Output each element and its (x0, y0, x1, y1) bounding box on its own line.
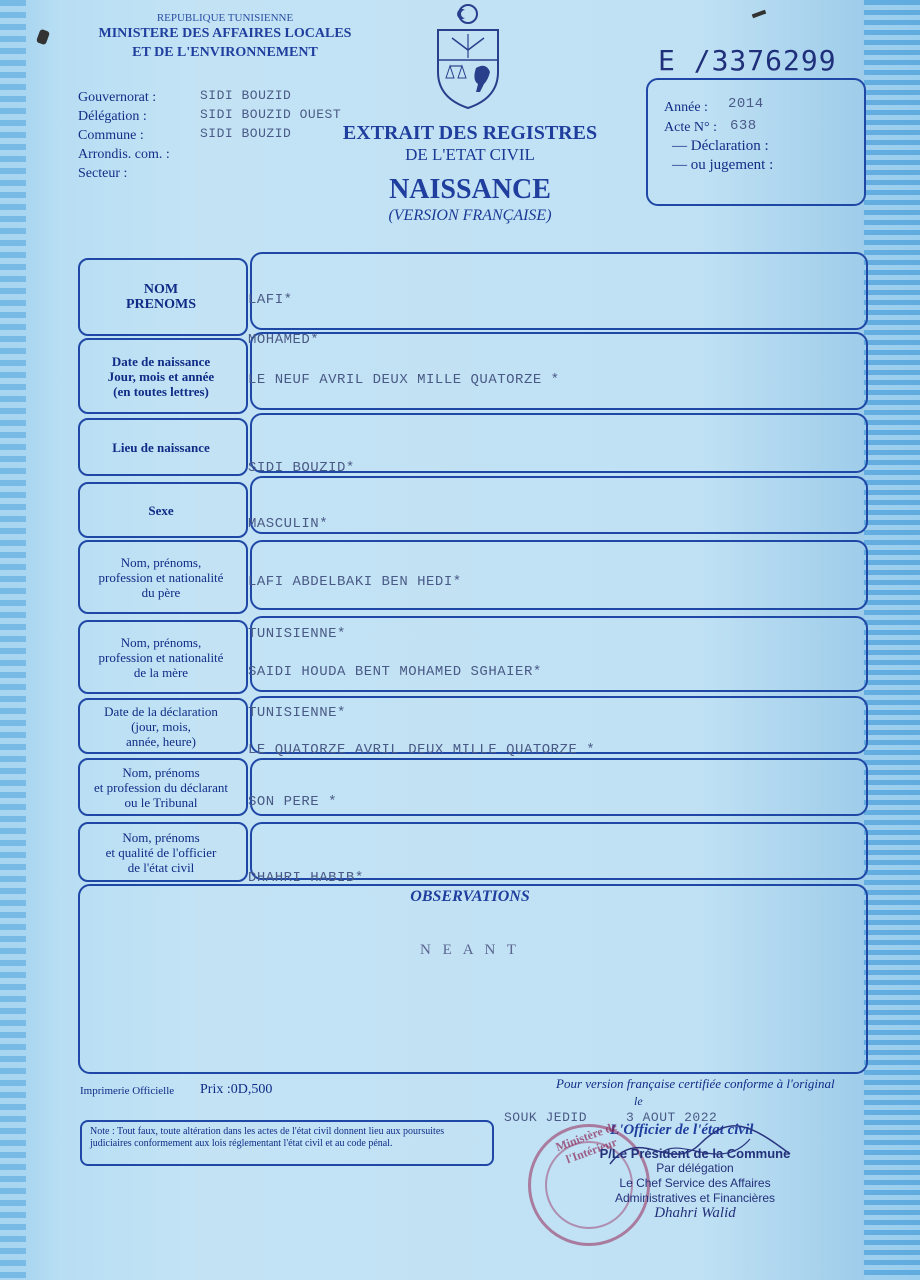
observations-title: OBSERVATIONS (410, 888, 530, 905)
date-naissance-label: Date de naissance Jour, mois et année (en toutes lettres) (107, 353, 215, 399)
officier-value: DHAHRI HABIB* (248, 870, 364, 886)
pere-label: Nom, prénoms, profession et nationalité du père (98, 554, 224, 600)
officier-label: Nom, prénoms et qualité de l'officier de l'état civil (105, 829, 217, 875)
serial-number: E /3376299 (658, 44, 837, 77)
declarant-value: SON PERE * (248, 794, 338, 810)
declaration-date-value: LE QUATORZE AVRIL DEUX MILLE QUATORZE * (248, 742, 596, 758)
annee-label: Année : (664, 100, 708, 115)
delegation-label: Délégation : (78, 109, 147, 124)
observations-box (78, 884, 868, 1074)
arrondissement-label: Arrondis. com. : (78, 147, 170, 162)
secteur-label: Secteur : (78, 166, 128, 181)
lieu-naissance-label: Lieu de naissance (112, 439, 210, 455)
location-labels (78, 88, 170, 183)
coat-of-arms-icon (432, 2, 504, 112)
stamp-line-4: Administratives et Financières (614, 1191, 776, 1205)
pere-nationalite-value: TUNISIENNE* (248, 626, 346, 642)
legal-note: Note : Tout faux, toute altération dans les actes de l'état civil donnent lieu aux poursuites judiciaires conformement aux lois réglementant l'état civil et au code pénal. (80, 1120, 494, 1166)
prenom-value: MOHAMED* (248, 332, 320, 348)
mere-value: SAIDI HOUDA BENT MOHAMED SGHAIER* (248, 664, 542, 680)
ministere-line1: MINISTERE DES AFFAIRES LOCALES (98, 26, 352, 41)
title-version: (VERSION FRANÇAISE) (388, 207, 552, 224)
ministere-line2: ET DE L'ENVIRONNEMENT (132, 45, 318, 60)
annee-value: 2014 (728, 96, 764, 112)
imprimerie-label: Imprimerie Officielle (80, 1085, 175, 1097)
declaration-date-label: Date de la déclaration (jour, mois, année, heure) (104, 703, 218, 749)
title-extrait: EXTRAIT DES REGISTRES (342, 122, 598, 144)
round-stamp-text: Ministère de l'Intérieur (553, 1118, 619, 1167)
right-guilloche-border (864, 0, 920, 1280)
declarant-value-box (250, 758, 868, 816)
officier-signature-title: L'Officier de l'état civil (610, 1122, 754, 1138)
le-label: le (634, 1094, 643, 1108)
certification-text: Pour version française certifiée conforme à l'original (556, 1076, 835, 1091)
date-naissance-value: LE NEUF AVRIL DEUX MILLE QUATORZE * (248, 372, 560, 388)
stamp-line-1: P/Le Président de la Commune (599, 1146, 791, 1161)
commune-value: SIDI BOUZID (200, 126, 292, 141)
delegation-value: SIDI BOUZID OUEST (200, 107, 342, 122)
date-signature: 3 AOUT 2022 (626, 1110, 718, 1125)
acte-label: Acte N° : (664, 120, 718, 135)
nom-prenoms-value-box (250, 252, 868, 330)
gouvernorat-value: SIDI BOUZID (200, 88, 292, 103)
gouvernorat-label: Gouvernorat : (78, 90, 157, 105)
stamp-line-3: Le Chef Service des Affaires (619, 1176, 771, 1190)
title-etat-civil: DE L'ETAT CIVIL (405, 145, 535, 164)
date-naissance-value-box (250, 332, 868, 410)
pere-value: LAFI ABDELBAKI BEN HEDI* (248, 574, 462, 590)
lieu-naissance-value: SIDI BOUZID* (248, 460, 355, 476)
nom-value: LAFI* (248, 292, 293, 308)
prix-label: Prix :0D,500 (200, 1082, 273, 1097)
observations-value: N E A N T (420, 942, 520, 958)
declarant-label: Nom, prénoms et profession du déclarant ou le Tribunal (94, 764, 228, 810)
sexe-value-box (250, 476, 868, 534)
commune-label: Commune : (78, 128, 144, 143)
republique-label: REPUBLIQUE TUNISIENNE (156, 12, 294, 24)
stamp-line-2: Par délégation (656, 1161, 734, 1175)
sexe-label: Sexe (148, 502, 174, 518)
title-naissance: NAISSANCE (389, 174, 551, 205)
stamp-line-5: Dhahri Walid (654, 1205, 736, 1221)
mere-nationalite-value: TUNISIENNE* (248, 705, 346, 721)
declaration-label: — Déclaration : (672, 138, 769, 154)
lieu-signature: SOUK JEDID (504, 1110, 588, 1125)
nom-prenoms-label: NOM PRENOMS (126, 282, 196, 312)
jugement-label: — ou jugement : (672, 157, 774, 173)
left-guilloche-border (0, 0, 26, 1280)
mere-label: Nom, prénoms, profession et nationalité de la mère (98, 634, 224, 680)
signature-scribble (600, 1114, 800, 1184)
acte-value: 638 (730, 118, 757, 134)
sexe-value: MASCULIN* (248, 516, 329, 532)
